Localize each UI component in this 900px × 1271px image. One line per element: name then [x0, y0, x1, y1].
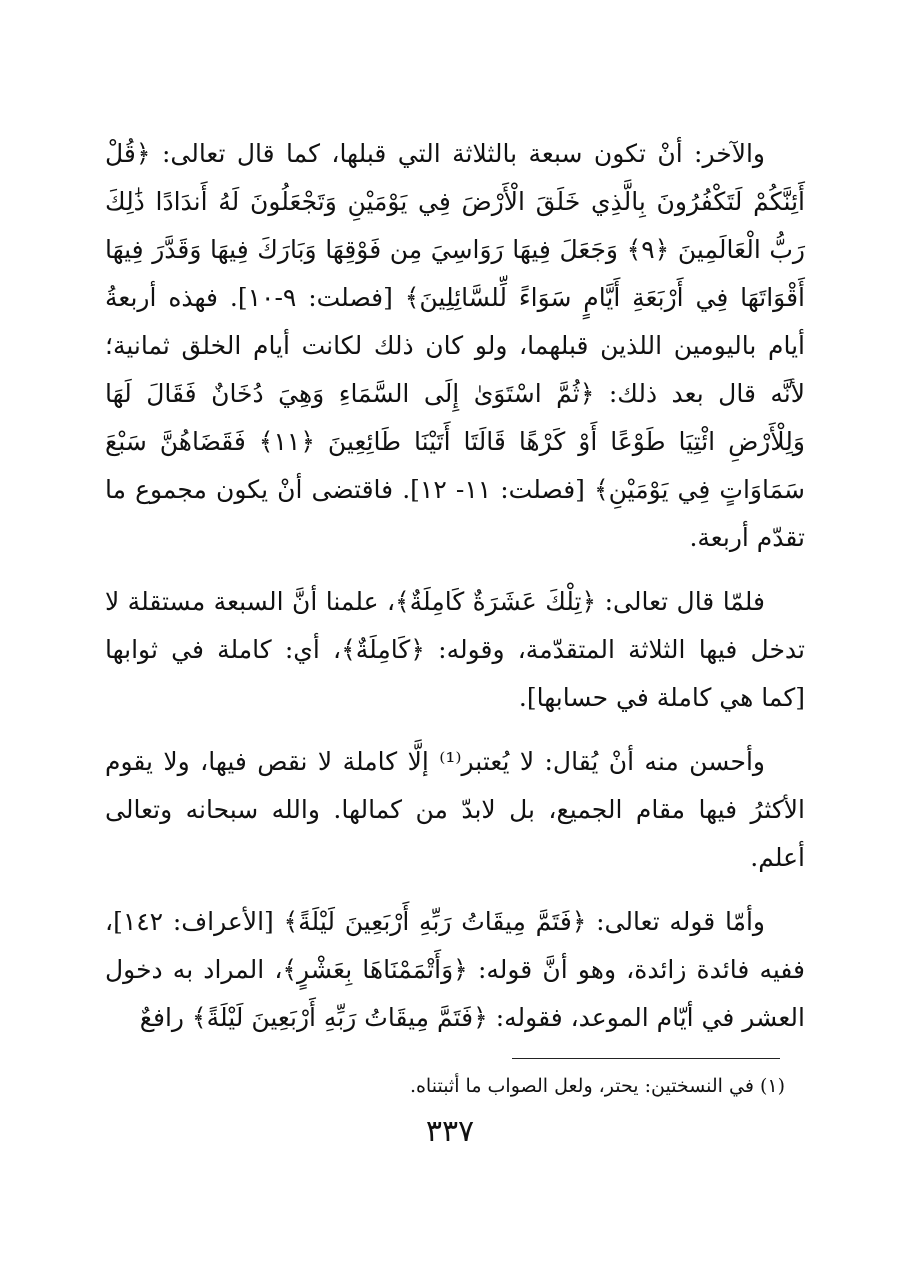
paragraph-4: وأمّا قوله تعالى: ﴿فَتَمَّ مِيقَاتُ رَبِّهِ أَرْبَعِينَ لَيْلَةً﴾ [الأعراف: ١٤٢]، ففيه فائدة زائدة، وهو أنَّ قوله: ﴿وَأَتْمَمْنَاهَا بِعَشْرٍ﴾، المراد به دخول العشر في أيّام الموعد، فقوله: ﴿فَتَمَّ مِيقَاتُ رَبِّهِ أَرْبَعِينَ لَيْلَةً﴾ رافعٌ	[105, 907, 805, 1032]
page-number: ٣٣٧	[425, 1114, 475, 1149]
paragraph-3: وأحسن منه أنْ يُقال: لا يُعتبر⁽¹⁾ إلَّا كاملة لا نقص فيها، ولا يقوم الأكثرُ فيها مقام الجميع، بل لابدّ من كمالها. والله سبحانه وتعالى أعلم.	[105, 747, 805, 872]
page-body	[105, 130, 805, 1058]
paragraph-2: فلمّا قال تعالى: ﴿تِلْكَ عَشَرَةٌ كَامِلَةٌ﴾، علمنا أنَّ السبعة مستقلة لا تدخل فيها الثلاثة المتقدّمة، وقوله: ﴿كَامِلَةٌ﴾، أي: كاملة في ثوابها [كما هي كاملة في حسابها].	[105, 587, 805, 712]
footnote-divider	[512, 1058, 780, 1059]
footnote: (١) في النسختين: يحتر، ولعل الصواب ما أثبتناه.	[409, 1075, 785, 1097]
paragraph-1: والآخر: أنْ تكون سبعة بالثلاثة التي قبلها، كما قال تعالى: ﴿قُلْ أَئِنَّكُمْ لَتَكْفُرُونَ بِالَّذِي خَلَقَ الْأَرْضَ فِي يَوْمَيْنِ وَتَجْعَلُونَ لَهُ أَندَادًا ذَٰلِكَ رَبُّ الْعَالَمِينَ ﴿٩﴾ وَجَعَلَ فِيهَا رَوَاسِيَ مِن فَوْقِهَا وَبَارَكَ فِيهَا وَقَدَّرَ فِيهَا أَقْوَاتَهَا فِي أَرْبَعَةِ أَيَّامٍ سَوَاءً لِّلسَّائِلِينَ﴾ [فصلت: ٩-١٠]. فهذه أربعةُ أيام باليومين اللذين قبلهما، ولو كان ذلك لكانت أيام الخلق ثمانية؛ لأنَّه قال بعد ذلك: ﴿ثُمَّ اسْتَوَىٰ إِلَى السَّمَاءِ وَهِيَ دُخَانٌ فَقَالَ لَهَا وَلِلْأَرْضِ ائْتِيَا طَوْعًا أَوْ كَرْهًا قَالَتَا أَتَيْنَا طَائِعِينَ ﴿١١﴾ فَقَضَاهُنَّ سَبْعَ سَمَاوَاتٍ فِي يَوْمَيْنِ﴾ [فصلت: ١١- ١٢]. فاقتضى أنْ يكون مجموع ما تقدّم أربعة.	[105, 139, 806, 552]
